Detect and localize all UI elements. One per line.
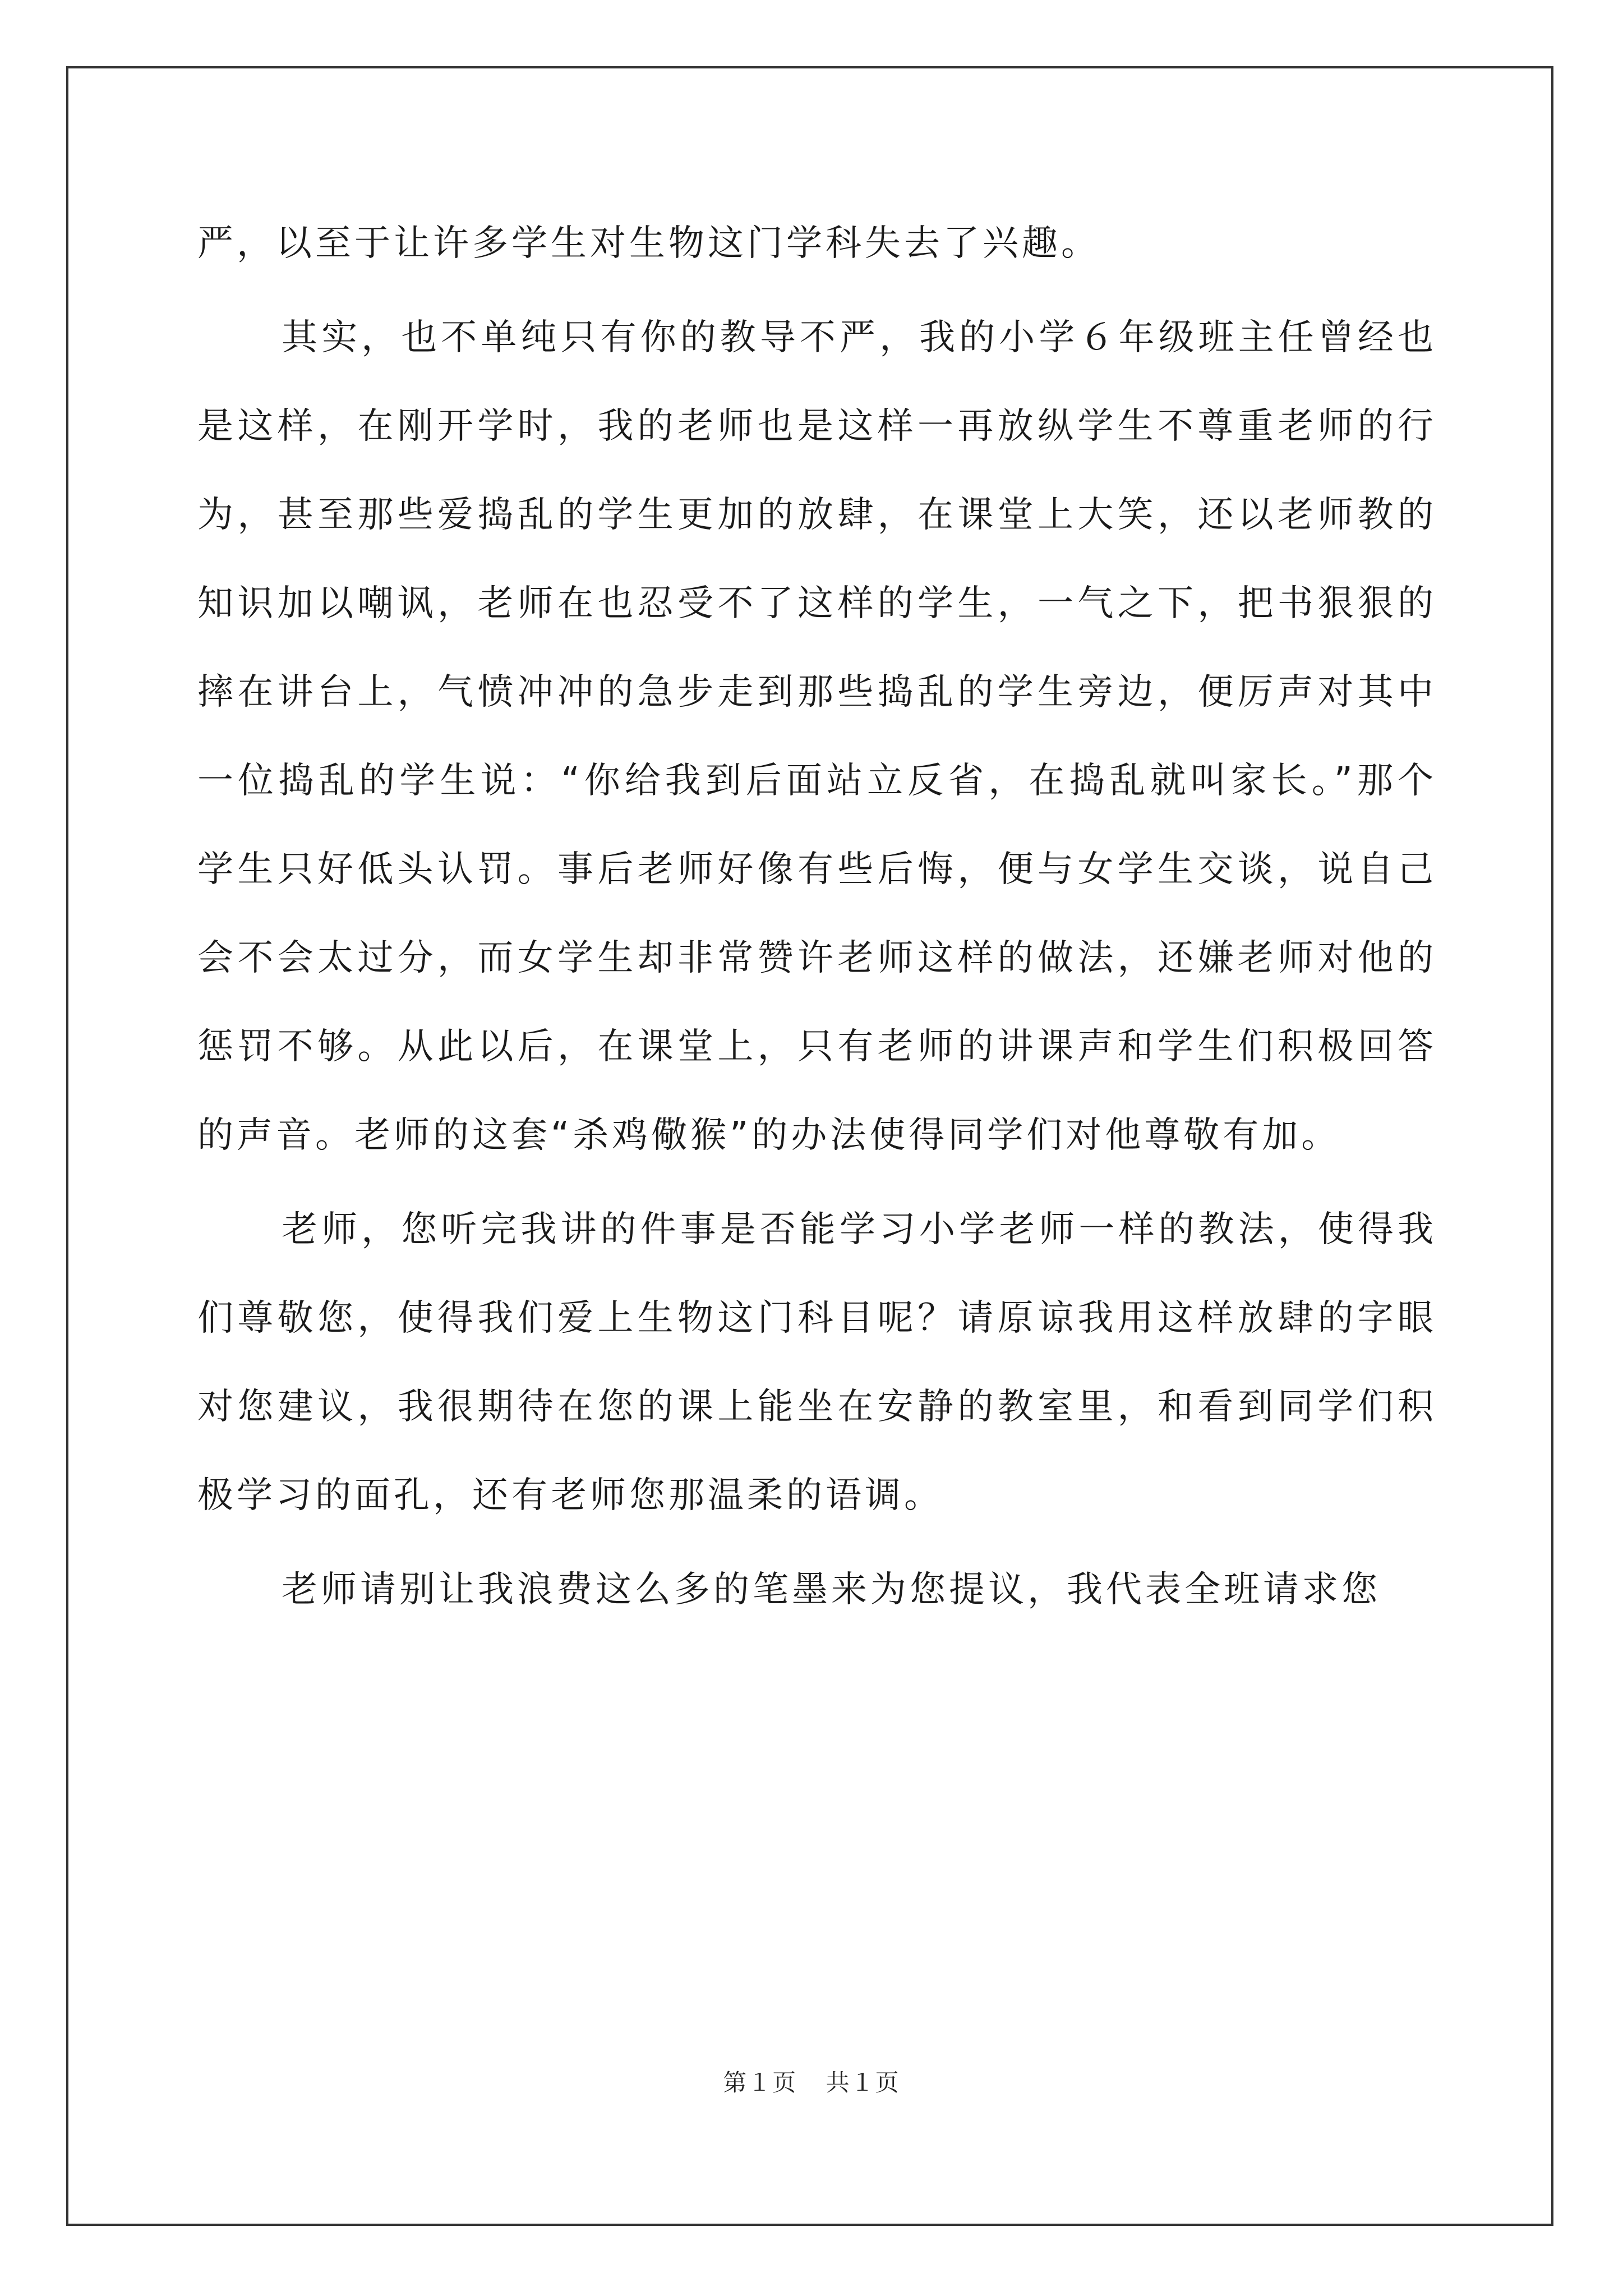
document-body [197, 199, 1437, 1640]
page-number: 第１页 [723, 2069, 797, 2096]
paragraph-1: 严，以至于让许多学生对生物这门学科失去了兴趣。 [197, 223, 1100, 264]
paragraph-3: 老师，您听完我讲的件事是否能学习小学老师一样的教法，使得我们尊敬您，使得我们爱上生物这门科目呢？请原谅我用这样放肆的字眼对您建议，我很期待在您的课上能坐在安静的教室里，和看到同学们积极学习的面孔，还有老师您那温柔的语调。 [197, 1209, 1437, 1516]
paragraph-4: 老师请别让我浪费这么多的笔墨来为您提议，我代表全班请求您 [282, 1569, 1381, 1611]
page-footer [0, 2064, 1623, 2098]
paragraph-2: 其实，也不单纯只有你的教导不严，我的小学６年级班主任曾经也是这样，在刚开学时，我的老师也是这样一再放纵学生不尊重老师的行为，甚至那些爱捣乱的学生更加的放肆，在课堂上大笑，还以老师教的知识加以嘲讽，老师在也忍受不了这样的学生，一气之下，把书狠狠的摔在讲台上，气愤冲冲的急步走到那些捣乱的学生旁边，便厉声对其中一位捣乱的学生说：“你给我到后面站立反省，在捣乱就叫家长。”那个学生只好低头认罚。事后老师好像有些后悔，便与女学生交谈，说自己会不会太过分，而女学生却非常赞许老师这样的做法，还嫌老师对他的惩罚不够。从此以后，在课堂上，只有老师的讲课声和学生们积极回答的声音。老师的这套“杀鸡儆猴”的办法使得同学们对他尊敬有加。 [197, 317, 1437, 1156]
page-total: 共１页 [826, 2069, 900, 2096]
